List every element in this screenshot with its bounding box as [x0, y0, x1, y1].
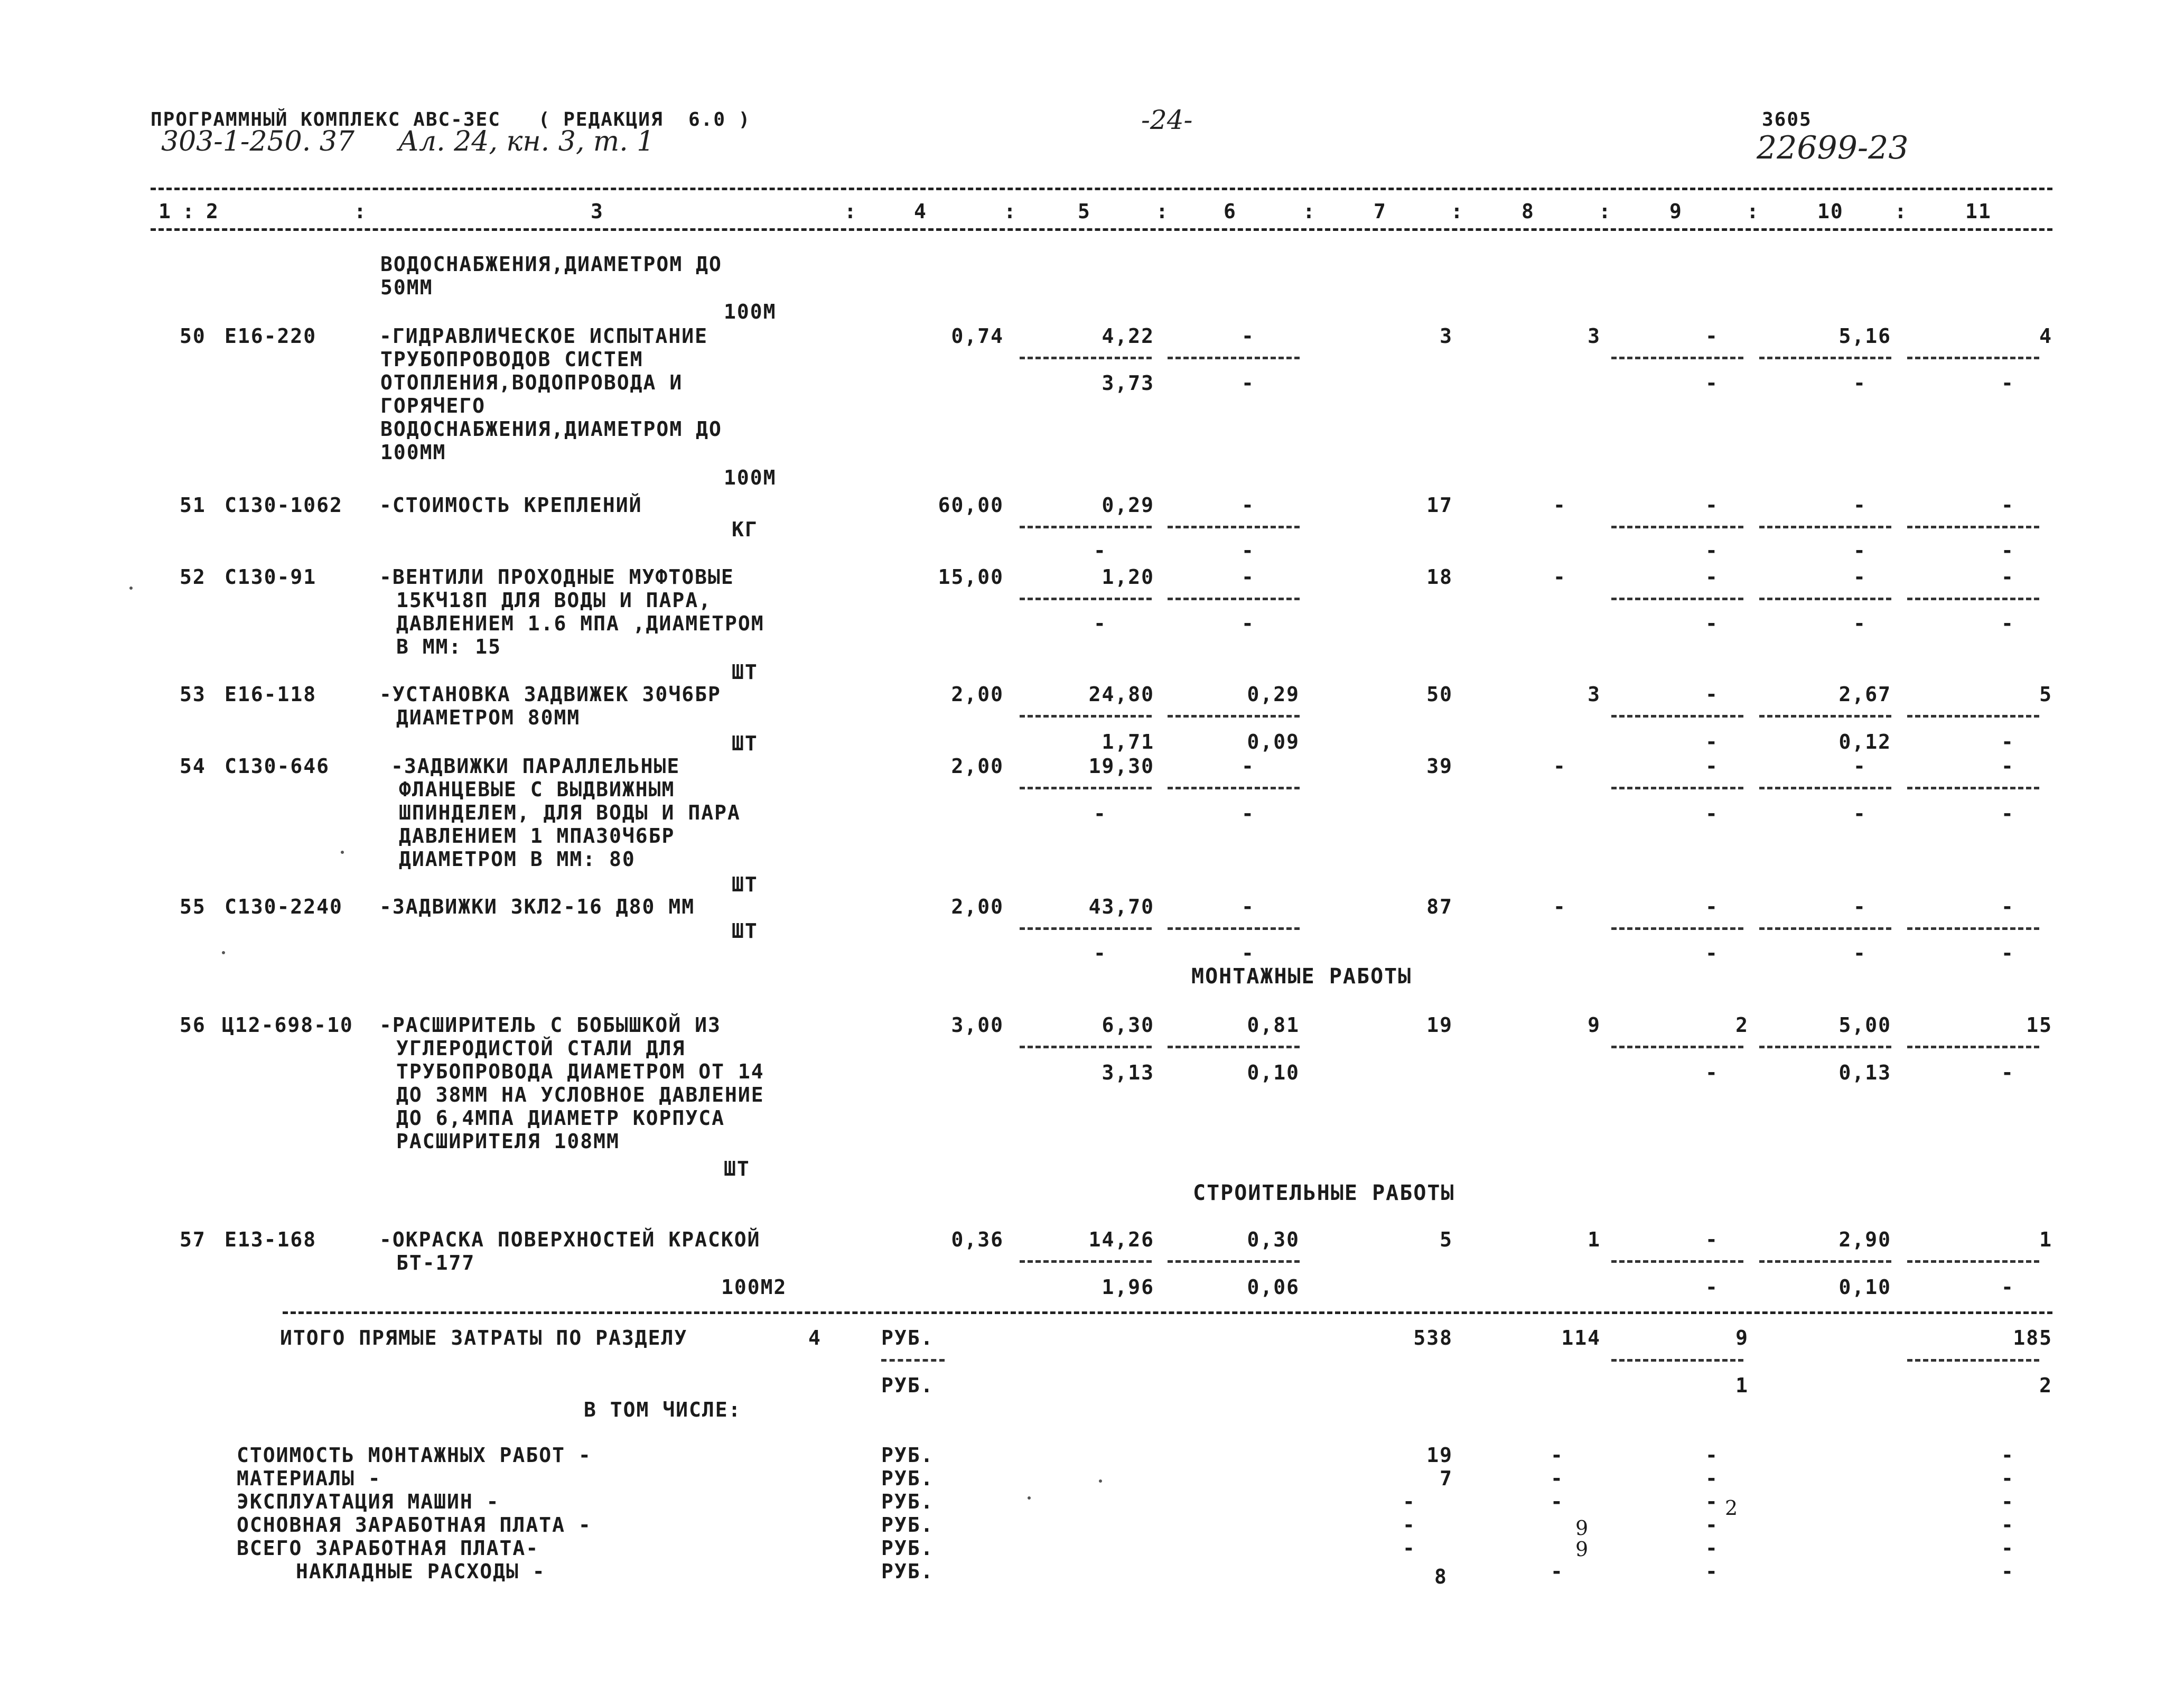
row-desc: БТ-177 [396, 1251, 475, 1274]
row-unit: ШТ [732, 873, 758, 896]
breakdown-c8: - [1551, 1490, 1564, 1513]
row-desc: В ММ: 15 [396, 635, 502, 658]
row-desc: УГЛЕРОДИСТОЙ СТАЛИ ДЛЯ [396, 1037, 686, 1060]
row-desc: ДАВЛЕНИЕМ 1 МПА30Ч6БР [399, 824, 675, 848]
cell-c11: - [2001, 755, 2014, 778]
cell-c10b: - [1853, 371, 1866, 395]
cell-c5b: 1,96 [1102, 1276, 1154, 1299]
cell-c11b: - [2001, 539, 2014, 562]
breakdown-c11: - [2001, 1444, 2014, 1467]
section-title-mounting: МОНТАЖНЫЕ РАБОТЫ [1191, 964, 1412, 989]
breakdown-unit: РУБ. [881, 1490, 934, 1513]
row-desc: -СТОИМОСТЬ КРЕПЛЕНИЙ [379, 494, 642, 517]
row-desc: ОТОПЛЕНИЯ,ВОДОПРОВОДА И [380, 371, 683, 394]
cell-c10: - [1853, 755, 1866, 778]
row-num: 57 [180, 1228, 206, 1251]
breakdown-unit: РУБ. [881, 1444, 934, 1467]
cell-c10b: 0,13 [1838, 1061, 1891, 1084]
cell-c9b: - [1705, 539, 1719, 562]
row-desc: РАСШИРИТЕЛЯ 108ММ [396, 1130, 620, 1153]
cell-c9b: - [1705, 1061, 1719, 1084]
breakdown-label: СТОИМОСТЬ МОНТАЖНЫХ РАБОТ - [237, 1444, 592, 1467]
cell-c11: - [2001, 895, 2014, 918]
row-desc: ГОРЯЧЕГО [380, 394, 486, 417]
cell-c11b: - [2001, 612, 2014, 635]
breakdown-c8: 9 [1575, 1516, 1590, 1540]
row-code: С130-646 [225, 755, 330, 778]
code-top: 3605 [1762, 109, 1812, 131]
including-label: В ТОМ ЧИСЛЕ: [584, 1398, 742, 1421]
breakdown-c11: - [2001, 1537, 2014, 1560]
handwritten-code: 22699-23 [1757, 129, 1909, 166]
section-title-construction: СТРОИТЕЛЬНЫЕ РАБОТЫ [1193, 1181, 1455, 1205]
totals-c9: 9 [1735, 1326, 1749, 1349]
cell-c10b: 0,10 [1838, 1276, 1891, 1299]
cell-c5: 6,30 [1102, 1013, 1154, 1037]
row-unit: 100М2 [721, 1276, 787, 1299]
cell-c11b: - [2001, 730, 2014, 753]
breakdown-c7: 7 [1440, 1467, 1453, 1490]
cell-c11: - [2001, 494, 2014, 517]
totals-currency: РУБ. [881, 1326, 934, 1349]
cell-c11b: - [2001, 371, 2014, 395]
cell-c5b: 3,13 [1102, 1061, 1154, 1084]
cell-c6: - [1242, 895, 1255, 918]
col-4: 4 [914, 200, 927, 223]
breakdown-c9: - [1705, 1560, 1719, 1583]
breakdown-c7: - [1403, 1513, 1416, 1537]
col-10: 10 [1817, 200, 1844, 223]
cell-c11b: - [2001, 942, 2014, 965]
col-3: 3 [591, 200, 604, 223]
row-unit: ШТ [724, 1157, 750, 1180]
cell-c6: 0,30 [1247, 1228, 1300, 1251]
cell-c8: - [1553, 755, 1566, 778]
row-desc: ШПИНДЕЛЕМ, ДЛЯ ВОДЫ И ПАРА [399, 801, 741, 824]
row-desc: -ОКРАСКА ПОВЕРХНОСТЕЙ КРАСКОЙ [379, 1228, 761, 1251]
row-desc: -ВЕНТИЛИ ПРОХОДНЫЕ МУФТОВЫЕ [379, 565, 734, 589]
cell-c4: 15,00 [938, 565, 1004, 589]
breakdown-c10: 2 [1725, 1496, 1739, 1520]
cell-c9b: - [1705, 942, 1719, 965]
row-desc: ФЛАНЦЕВЫЕ С ВЫДВИЖНЫМ [399, 778, 675, 801]
cell-c7: 19 [1426, 1013, 1453, 1037]
breakdown-label: ВСЕГО ЗАРАБОТНАЯ ПЛАТА- [237, 1537, 539, 1560]
cell-c4: 0,74 [951, 324, 1004, 348]
cell-c11: 15 [2026, 1013, 2052, 1037]
cell-c5: 19,30 [1088, 755, 1154, 778]
cell-c10b: - [1853, 539, 1866, 562]
breakdown-c9: - [1705, 1490, 1719, 1513]
row-desc: -ГИДРАВЛИЧЕСКОЕ ИСПЫТАНИЕ [379, 324, 708, 348]
row-desc: ВОДОСНАБЖЕНИЯ,ДИАМЕТРОМ ДО [380, 253, 722, 276]
row-unit: 100М [724, 466, 777, 489]
handwritten-reference: 303-1-250. 37 Ал. 24, кн. 3, т. 1 [161, 126, 655, 157]
cell-c7: 87 [1426, 895, 1453, 918]
row-unit: ШТ [732, 732, 758, 755]
row-desc: -ЗАДВИЖКИ ПАРАЛЛЕЛЬНЫЕ [391, 755, 680, 778]
row-desc: ДО 38ММ НА УСЛОВНОЕ ДАВЛЕНИЕ [396, 1083, 764, 1106]
breakdown-unit: РУБ. [881, 1513, 934, 1537]
cell-c6: 0,81 [1247, 1013, 1300, 1037]
row-code: Е16-118 [225, 683, 317, 706]
col-6: 6 [1224, 200, 1237, 223]
row-code: С130-91 [225, 565, 317, 589]
cell-c5b: 1,71 [1102, 730, 1154, 753]
col-2: 2 [206, 200, 219, 223]
cell-c9: 2 [1735, 1013, 1749, 1037]
cell-c8: 9 [1588, 1013, 1601, 1037]
cell-c9b: - [1705, 371, 1719, 395]
cell-c6: - [1242, 565, 1255, 589]
breakdown-c11: - [2001, 1490, 2014, 1513]
cell-c5: 4,22 [1102, 324, 1154, 348]
header-top-rule [151, 188, 2052, 190]
cell-c10b: - [1853, 942, 1866, 965]
cell-c4: 2,00 [951, 755, 1004, 778]
cell-c7: 39 [1426, 755, 1453, 778]
cell-c6b: 0,10 [1247, 1061, 1300, 1084]
row-num: 52 [180, 565, 206, 589]
row-desc: ДАВЛЕНИЕМ 1.6 МПА ,ДИАМЕТРОМ [396, 612, 764, 635]
cell-c9b: - [1705, 612, 1719, 635]
row-desc: ДО 6,4МПА ДИАМЕТР КОРПУСА [396, 1106, 725, 1130]
breakdown-unit: РУБ. [881, 1560, 934, 1583]
cell-c10: - [1853, 494, 1866, 517]
program-name: ПРОГРАММНЫЙ КОМПЛЕКС АВС-3ЕС ( РЕДАКЦИЯ 6.0 ) [151, 109, 751, 131]
cell-c9: - [1705, 895, 1719, 918]
breakdown-c11: - [2001, 1560, 2014, 1583]
cell-c9b: - [1705, 1276, 1719, 1299]
breakdown-c11: - [2001, 1467, 2014, 1490]
cell-c8: - [1553, 565, 1566, 589]
breakdown-c7: - [1403, 1537, 1416, 1560]
cell-c5: 0,29 [1102, 494, 1154, 517]
col-9: 9 [1669, 200, 1683, 223]
totals-currency-2: РУБ. [881, 1374, 934, 1397]
breakdown-c8: - [1551, 1444, 1564, 1467]
cell-c7: 50 [1426, 683, 1453, 706]
row-num: 55 [180, 895, 206, 918]
row-desc: ТРУБОПРОВОДОВ СИСТЕМ [380, 348, 643, 371]
cell-c6b: - [1242, 802, 1255, 825]
cell-c10: 5,00 [1838, 1013, 1891, 1037]
cell-c8: 3 [1588, 683, 1601, 706]
cell-c5b: - [1094, 942, 1107, 965]
cell-c11b: - [2001, 802, 2014, 825]
row-desc: -РАСШИРИТЕЛЬ С БОБЫШКОЙ ИЗ [379, 1013, 721, 1037]
cell-c7: 3 [1440, 324, 1453, 348]
row-desc: 15КЧ18П ДЛЯ ВОДЫ И ПАРА, [396, 589, 712, 612]
cell-c7: 18 [1426, 565, 1453, 589]
breakdown-c9: - [1705, 1467, 1719, 1490]
breakdown-c7: 8 [1434, 1565, 1448, 1588]
cell-c10: - [1853, 895, 1866, 918]
cell-c11: - [2001, 565, 2014, 589]
breakdown-c8: - [1551, 1560, 1564, 1583]
cell-c6b: 0,09 [1247, 730, 1300, 753]
breakdown-c11: - [2001, 1513, 2014, 1537]
totals-c7: 538 [1413, 1326, 1453, 1349]
row-unit: ШТ [732, 919, 758, 943]
row-code: С130-2240 [225, 895, 343, 918]
cell-c9: - [1705, 1228, 1719, 1251]
cell-c6: - [1242, 494, 1255, 517]
cell-c6: 0,29 [1247, 683, 1300, 706]
cell-c9: - [1705, 565, 1719, 589]
row-num: 50 [180, 324, 206, 348]
row-desc: ТРУБОПРОВОДА ДИАМЕТРОМ ОТ 14 [396, 1060, 764, 1083]
cell-c5b: - [1094, 802, 1107, 825]
cell-c9: - [1705, 494, 1719, 517]
breakdown-label: НАКЛАДНЫЕ РАСХОДЫ - [296, 1560, 546, 1583]
cell-c4: 60,00 [938, 494, 1004, 517]
cell-c6: - [1242, 755, 1255, 778]
totals-c11b: 2 [2039, 1374, 2052, 1397]
totals-label: ИТОГО ПРЯМЫЕ ЗАТРАТЫ ПО РАЗДЕЛУ [280, 1326, 688, 1349]
row-unit: 100М [724, 300, 777, 323]
cell-c4: 0,36 [951, 1228, 1004, 1251]
cell-c9: - [1705, 755, 1719, 778]
row-code: Ц12-698-10 [222, 1013, 353, 1037]
row-code: Е13-168 [225, 1228, 317, 1251]
cell-c10: 5,16 [1838, 324, 1891, 348]
cell-c6b: - [1242, 371, 1255, 395]
breakdown-c8: - [1551, 1467, 1564, 1490]
cell-c10: 2,90 [1838, 1228, 1891, 1251]
cell-c6b: - [1242, 539, 1255, 562]
totals-c9b: 1 [1735, 1374, 1749, 1397]
breakdown-c9: - [1705, 1513, 1719, 1537]
cell-c11b: - [2001, 1276, 2014, 1299]
row-desc: -ЗАДВИЖКИ 3КЛ2-16 Д80 ММ [379, 895, 695, 918]
row-code: С130-1062 [225, 494, 343, 517]
cell-c9: - [1705, 683, 1719, 706]
breakdown-label: ЭКСПЛУАТАЦИЯ МАШИН - [237, 1490, 500, 1513]
row-num: 53 [180, 683, 206, 706]
totals-rule [283, 1311, 2052, 1314]
breakdown-label: МАТЕРИАЛЫ - [237, 1467, 381, 1490]
cell-c11: 5 [2039, 683, 2052, 706]
cell-c8: - [1553, 895, 1566, 918]
totals-c11: 185 [2013, 1326, 2052, 1349]
cell-c5: 24,80 [1088, 683, 1154, 706]
row-desc: ВОДОСНАБЖЕНИЯ,ДИАМЕТРОМ ДО [380, 417, 722, 441]
row-desc: 50ММ [380, 276, 433, 299]
cell-c8: 3 [1588, 324, 1601, 348]
cell-c4: 2,00 [951, 683, 1004, 706]
row-num: 51 [180, 494, 206, 517]
col-8: 8 [1522, 200, 1535, 223]
row-desc: ДИАМЕТРОМ 80ММ [396, 706, 581, 729]
cell-c7: 5 [1440, 1228, 1453, 1251]
breakdown-unit: РУБ. [881, 1537, 934, 1560]
cell-c9b: - [1705, 730, 1719, 753]
cell-c5: 14,26 [1088, 1228, 1154, 1251]
row-num: 56 [180, 1013, 206, 1037]
breakdown-c7: 19 [1426, 1444, 1453, 1467]
cell-c6b: - [1242, 942, 1255, 965]
cell-c6b: 0,06 [1247, 1276, 1300, 1299]
cell-c5b: - [1094, 539, 1107, 562]
row-desc: 100ММ [380, 441, 446, 464]
row-code: Е16-220 [225, 324, 317, 348]
cell-c7: 17 [1426, 494, 1453, 517]
col-11: 11 [1965, 200, 1992, 223]
breakdown-unit: РУБ. [881, 1467, 934, 1490]
row-unit: ШТ [732, 660, 758, 684]
cell-c4: 3,00 [951, 1013, 1004, 1037]
breakdown-c7: - [1403, 1490, 1416, 1513]
row-unit: КГ [732, 518, 758, 541]
row-desc: -УСТАНОВКА ЗАДВИЖЕК 30Ч6БР [379, 683, 721, 706]
cell-c5: 43,70 [1088, 895, 1154, 918]
totals-c8: 114 [1561, 1326, 1601, 1349]
col-1: 1 [158, 200, 172, 223]
row-num: 54 [180, 755, 206, 778]
cell-c5b: - [1094, 612, 1107, 635]
cell-c9b: - [1705, 802, 1719, 825]
col-7: 7 [1374, 200, 1387, 223]
page-number: -24- [1141, 105, 1193, 135]
breakdown-c8: 9 [1575, 1538, 1590, 1561]
cell-c10b: - [1853, 612, 1866, 635]
cell-c4: 2,00 [951, 895, 1004, 918]
cell-c10b: 0,12 [1838, 730, 1891, 753]
cell-c9: - [1705, 324, 1719, 348]
breakdown-c9: - [1705, 1444, 1719, 1467]
cell-c5: 1,20 [1102, 565, 1154, 589]
cell-c5b: 3,73 [1102, 371, 1154, 395]
cell-c8: 1 [1588, 1228, 1601, 1251]
cell-c6: - [1242, 324, 1255, 348]
cell-c11: 1 [2039, 1228, 2052, 1251]
header-bottom-rule [151, 228, 2052, 231]
cell-c10: 2,67 [1838, 683, 1891, 706]
breakdown-c9: - [1705, 1537, 1719, 1560]
cell-c6b: - [1242, 612, 1255, 635]
cell-c10b: - [1853, 802, 1866, 825]
cell-c10: - [1853, 565, 1866, 589]
row-desc: ДИАМЕТРОМ В ММ: 80 [399, 848, 636, 871]
breakdown-label: ОСНОВНАЯ ЗАРАБОТНАЯ ПЛАТА - [237, 1513, 592, 1537]
cell-c11: 4 [2039, 324, 2052, 348]
totals-section-no: 4 [808, 1326, 822, 1349]
cell-c11b: - [2001, 1061, 2014, 1084]
cell-c8: - [1553, 494, 1566, 517]
col-5: 5 [1078, 200, 1091, 223]
